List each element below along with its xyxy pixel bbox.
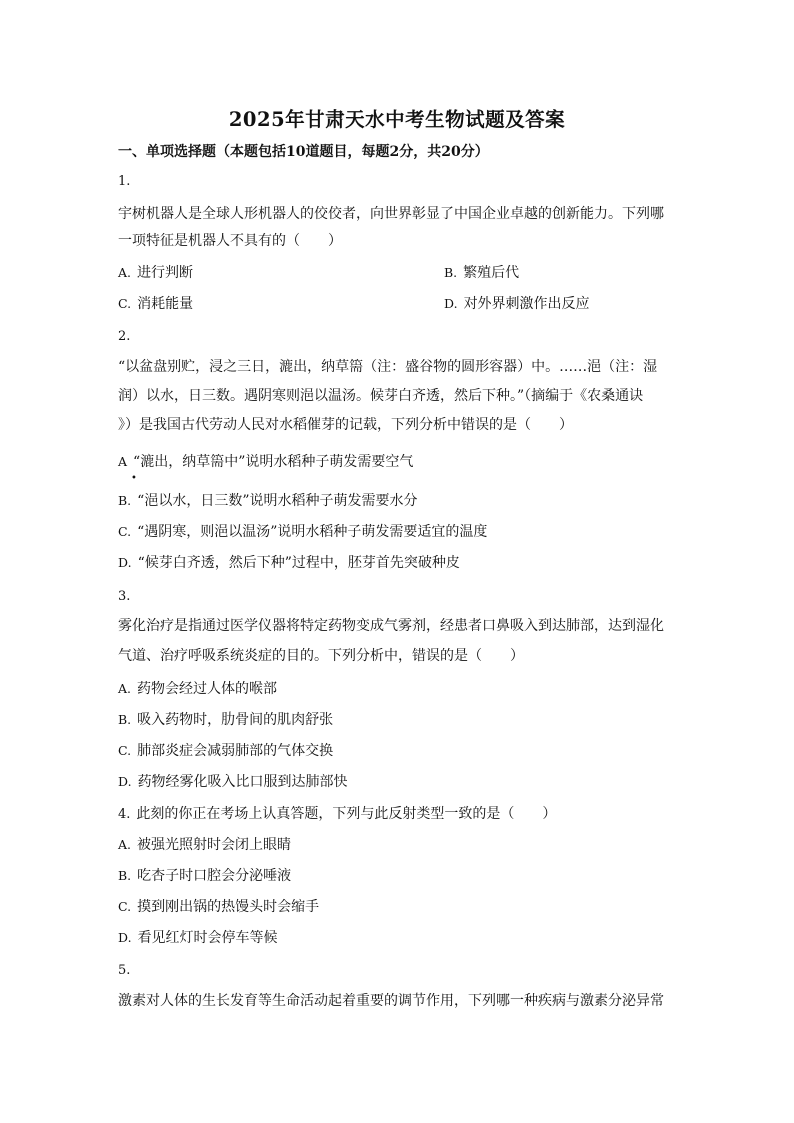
option-item	[118, 867, 291, 885]
option-text: 消耗能量	[137, 296, 194, 312]
option-label: C.	[118, 899, 132, 914]
option-item	[444, 264, 519, 282]
option-label: B.	[444, 265, 458, 280]
option-item	[118, 523, 487, 541]
question-stem-line: 一项特征是机器人不具有的（ ）	[118, 233, 342, 249]
option-label: D.	[118, 774, 132, 789]
option-text: 吸入药物时，肋骨间的肌肉舒张	[137, 712, 334, 728]
option-text: 繁殖后代	[463, 265, 520, 281]
option-item	[118, 773, 348, 791]
question-number: 1.	[118, 174, 131, 189]
option-text: 摸到刚出锅的热馒头时会缩手	[137, 899, 320, 915]
option-label: B.	[118, 493, 132, 508]
question-stem-text: 此刻的你正在考场上认真答题，下列与此反射类型一致的是（ ）	[136, 806, 557, 822]
option-label: A.	[118, 265, 132, 280]
option-text: 药物会经过人体的喉部	[137, 681, 278, 697]
section-heading: 一、单项选择题（本题包括10道题目，每题2分，共20分）	[118, 144, 489, 160]
option-label: B.	[118, 868, 132, 883]
stray-dot: •	[131, 473, 137, 484]
option-text: “候芽白齐透，然后下种”过程中，胚芽首先突破种皮	[137, 555, 460, 571]
option-text: 被强光照射时会闭上眼睛	[137, 837, 292, 853]
option-text: “遇阴寒，则浥以温汤”说明水稻种子萌发需要适宜的温度	[137, 524, 488, 540]
question-stem-line: 润）以水，日三数。遇阴寒则浥以温汤。候芽白齐透，然后下种。”（摘编于《农桑通诀	[118, 388, 644, 404]
question-stem-line: “以盆盘别贮，浸之三日，漉出，纳草篅（注：盛谷物的圆形容器）中。……浥（注：湿	[118, 359, 658, 375]
option-text: “浥以水，日三数”说明水稻种子萌发需要水分	[137, 493, 418, 509]
option-label: D.	[444, 296, 458, 311]
option-label: A.	[118, 837, 132, 852]
option-item	[118, 898, 319, 916]
question-stem-line: 》）是我国古代劳动人民对水稻催芽的记载，下列分析中错误的是（ ）	[118, 417, 573, 433]
option-item	[118, 929, 278, 947]
question-stem-line	[118, 805, 556, 824]
option-item	[118, 742, 333, 760]
option-item	[118, 554, 460, 572]
option-text: 进行判断	[137, 265, 194, 281]
option-text: 对外界刺激作出反应	[463, 296, 590, 312]
option-label: C.	[118, 296, 132, 311]
question-stem-line: 激素对人体的生长发育等生命活动起着重要的调节作用，下列哪一种疾病与激素分泌异常	[118, 993, 664, 1009]
option-label: D.	[118, 555, 132, 570]
question-number: 5.	[118, 963, 131, 978]
option-item	[444, 295, 590, 313]
option-item	[118, 680, 277, 698]
option-label: A	[118, 454, 128, 469]
option-item	[118, 492, 418, 510]
option-text: 看见红灯时会停车等候	[137, 930, 278, 946]
document-title: 2025年甘肃天水中考生物试题及答案	[228, 108, 566, 131]
question-stem-line: 宇树机器人是全球人形机器人的佼佼者，向世界彰显了中国企业卓越的创新能力。下列哪	[118, 206, 664, 222]
option-text: “漉出，纳草篅中”说明水稻种子萌发需要空气	[133, 454, 414, 470]
option-item	[118, 836, 291, 854]
option-item	[118, 264, 193, 282]
option-label: C.	[118, 743, 132, 758]
option-text: 肺部炎症会减弱肺部的气体交换	[137, 743, 334, 759]
question-number: 4.	[118, 807, 131, 822]
option-label: C.	[118, 524, 132, 539]
question-number: 3.	[118, 589, 131, 604]
option-label: A.	[118, 681, 132, 696]
option-text: 吃杏子时口腔会分泌唾液	[137, 868, 292, 884]
option-item	[118, 711, 333, 729]
option-text: 药物经雾化吸入比口服到达肺部快	[137, 774, 348, 790]
question-stem-line: 雾化治疗是指通过医学仪器将特定药物变成气雾剂，经患者口鼻吸入到达肺部，达到湿化	[118, 618, 664, 634]
question-stem-line: 气道、治疗呼吸系统炎症的目的。下列分析中，错误的是（ ）	[118, 648, 524, 664]
option-label: D.	[118, 930, 132, 945]
question-number: 2.	[118, 329, 131, 344]
option-item	[118, 295, 193, 313]
option-label: B.	[118, 712, 132, 727]
option-item	[118, 453, 413, 471]
